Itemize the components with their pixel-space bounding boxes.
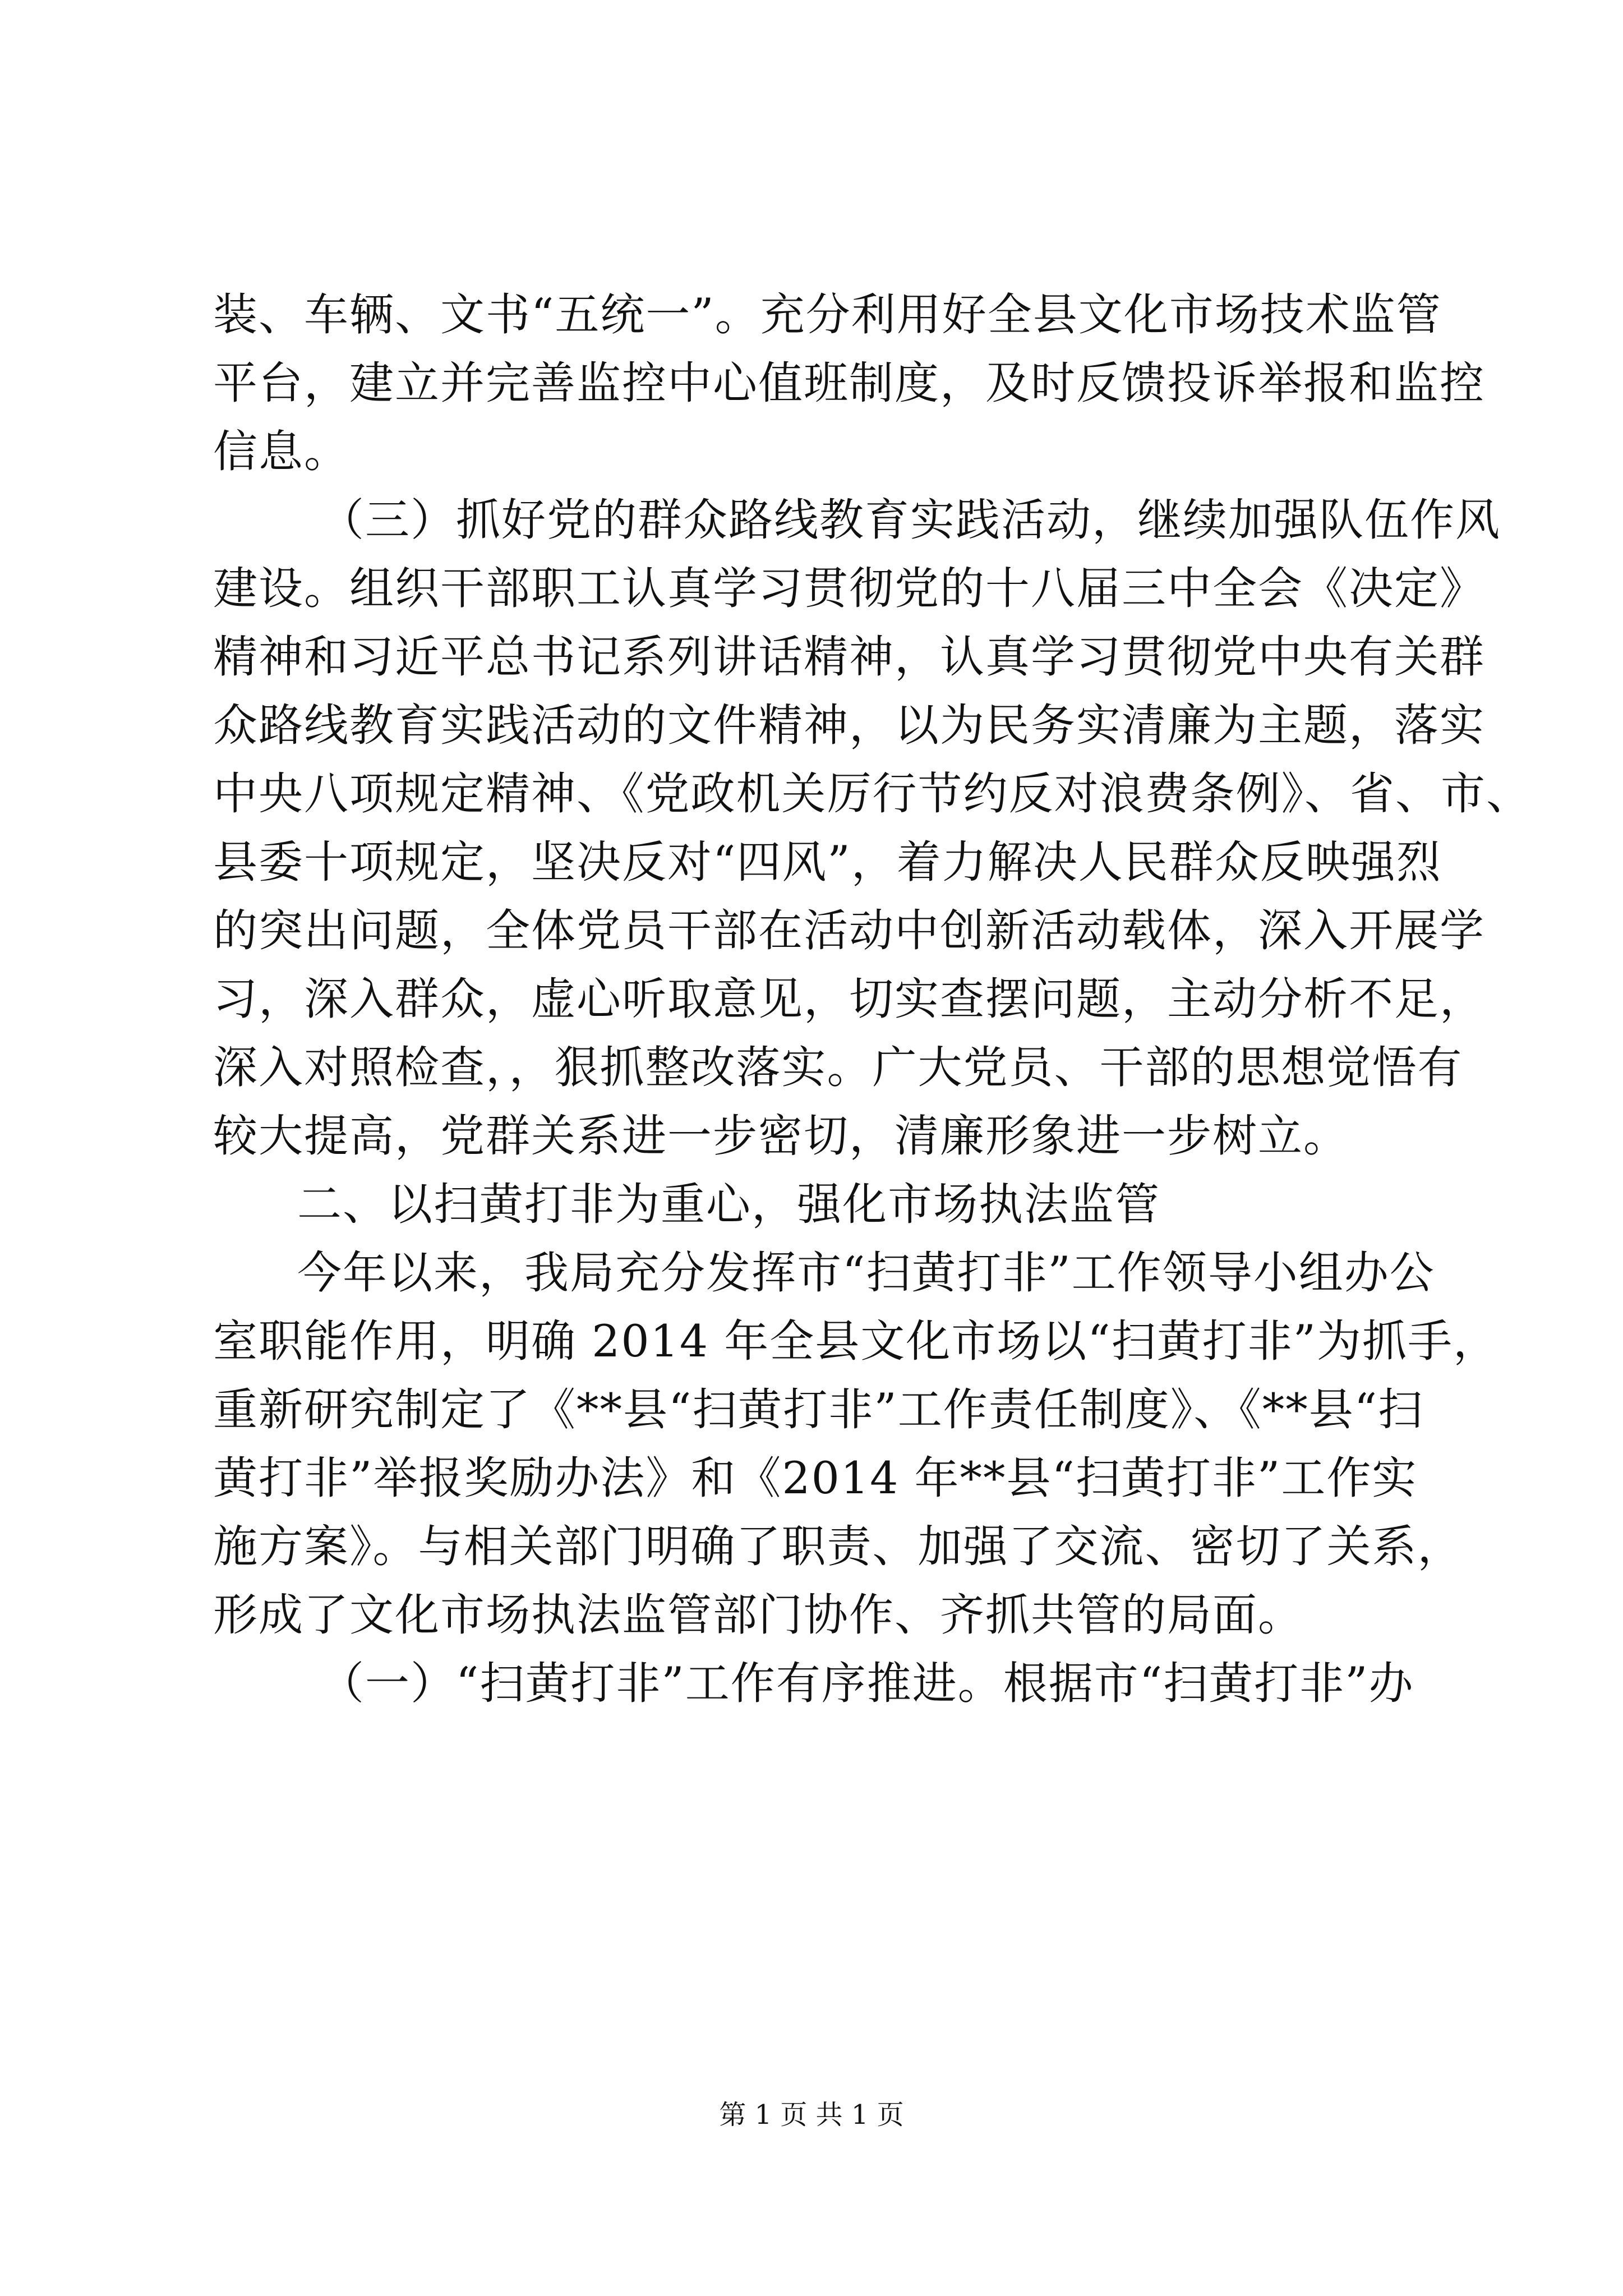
- paragraph-start-line: 今年以来，我局充分发挥市“扫黄打非”工作领导小组办公: [297, 1247, 1435, 1299]
- text-line: 中央八项规定精神、《党政机关厉行节约反对浪费条例》、省、市、: [213, 768, 1532, 820]
- page-number-footer: 第 1 页 共 1 页: [719, 2099, 904, 2131]
- text-line: 装、车辆、文书“五统一”。充分利用好全县文化市场技术监管: [213, 289, 1442, 341]
- text-line: 精神和习近平总书记系列讲话精神，认真学习贯彻党中央有关群: [213, 631, 1485, 683]
- text-line: 信息。: [213, 426, 349, 477]
- text-line: 施方案》。与相关部门明确了职责、加强了交流、密切了关系，: [213, 1521, 1463, 1572]
- section-heading-line: （一）“扫黄打非”工作有序推进。根据市“扫黄打非”办: [320, 1658, 1414, 1709]
- text-line: 黄打非”举报奖励办法》和《2014 年**县“扫黄打非”工作实: [213, 1452, 1418, 1504]
- text-line: 形成了文化市场执法监管部门协作、齐抓共管的局面。: [213, 1589, 1303, 1641]
- text-line: 习，深入群众，虚心听取意见，切实查摆问题，主动分析不足，: [213, 973, 1485, 1025]
- text-line: 较大提高，党群关系进一步密切，清廉形象进一步树立。: [213, 1110, 1349, 1162]
- document-body: [213, 280, 1532, 1718]
- text-line: 深入对照检查，，狠抓整改落实。广大党员、干部的思想觉悟有: [213, 1042, 1463, 1093]
- text-line: 众路线教育实践活动的文件精神，以为民务实清廉为主题，落实: [213, 700, 1485, 751]
- text-line: 室职能作用，明确 2014 年全县文化市场以“扫黄打非”为抓手，: [213, 1315, 1499, 1367]
- text-line: 重新研究制定了《**县“扫黄打非”工作责任制度》、《**县“扫: [213, 1384, 1424, 1435]
- text-line: 建设。组织干部职工认真学习贯彻党的十八届三中全会《决定》: [213, 563, 1485, 614]
- text-line: 平台，建立并完善监控中心值班制度，及时反馈投诉举报和监控: [213, 357, 1485, 409]
- section-heading-line: （三）抓好党的群众路线教育实践活动，继续加强队伍作风: [320, 494, 1501, 546]
- text-line: 县委十项规定，坚决反对“四风”，着力解决人民群众反映强烈: [213, 836, 1442, 888]
- chapter-heading-line: 二、以扫黄打非为重心，强化市场执法监管: [297, 1179, 1160, 1230]
- text-line: 的突出问题，全体党员干部在活动中创新活动载体，深入开展学: [213, 905, 1485, 956]
